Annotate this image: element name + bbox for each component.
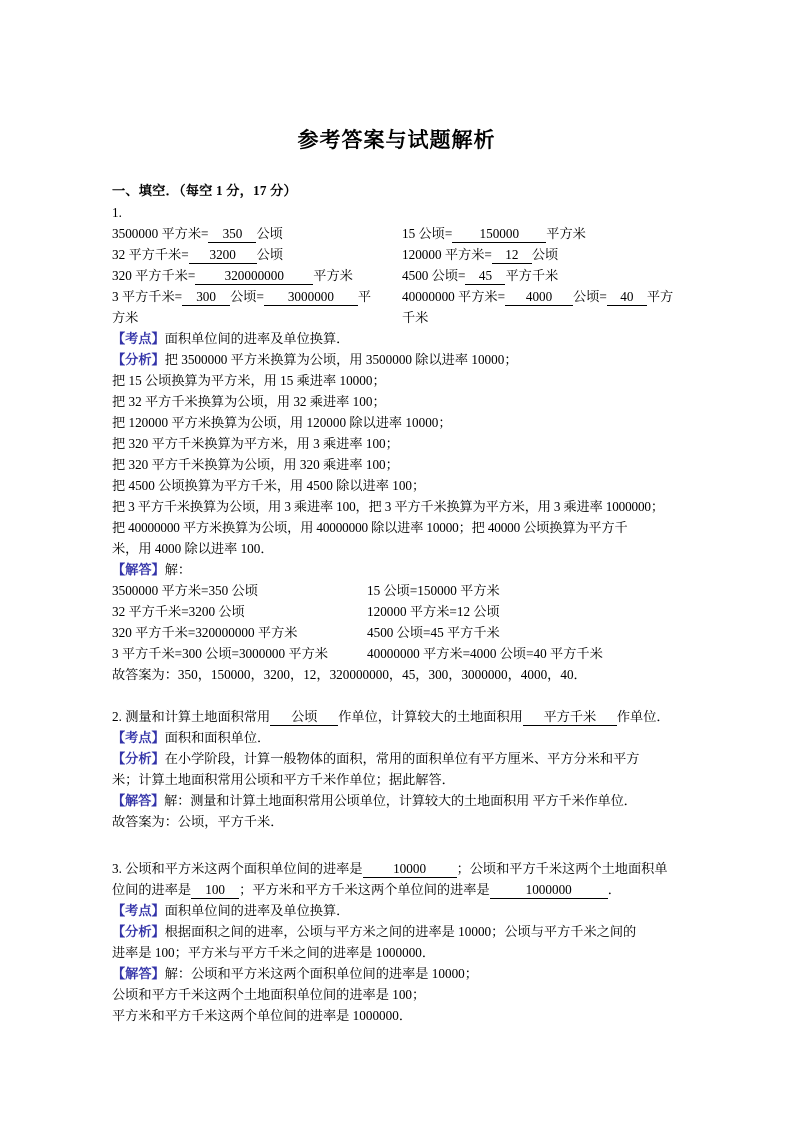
conversion-row (112, 286, 690, 307)
fenxi-line: 把 32 平方千米换算为公顷，用 32 乘进率 100； (112, 394, 386, 409)
conversion-pre: 320 平方千米= (112, 268, 196, 283)
answer-blank[interactable]: 45 (465, 267, 505, 285)
conversion-post: 平方 (646, 289, 674, 304)
jieda-right: 40000000 平方米=4000 公顷=40 平方千米 (367, 646, 603, 661)
jieda-line: 平方米和平方千米这两个单位间的进率是 1000000． (112, 1008, 413, 1023)
conversion-right (402, 223, 690, 244)
stem-mid: ；公顷和平方千米这两个土地面积单 (456, 861, 668, 876)
conversion-pre: 32 平方千米= (112, 247, 189, 262)
question-block-1 (112, 202, 690, 685)
kaodian-line (112, 727, 690, 748)
fenxi-line (112, 748, 690, 769)
conversion-left (112, 265, 402, 286)
conversion-right (402, 265, 690, 286)
answer-blank[interactable]: 350 (208, 225, 256, 243)
conversion-left-wrap: 方米 (112, 310, 139, 325)
page-title: 参考答案与试题解析 (297, 129, 496, 152)
fenxi-line: 把 4500 公顷换算为平方千米，用 4500 除以进率 100； (112, 478, 426, 493)
fenxi-label: 【分析】 (112, 352, 165, 367)
kaodian-label: 【考点】 (112, 331, 165, 346)
conversion-row (112, 244, 690, 265)
conversion-post: 公顷 (256, 226, 283, 241)
stem-line2-pre: 位间的进率是 (112, 882, 192, 897)
stem-pre: 测量和计算土地面积常用 (125, 709, 271, 724)
answer-blank[interactable]: 公顷 (270, 708, 338, 726)
fenxi-line (112, 921, 690, 942)
answer-blank[interactable]: 150000 (452, 225, 546, 243)
jieda-text: 解：公顷和平方米这两个面积单位间的进率是 10000； (164, 966, 478, 981)
fenxi-text: 在小学阶段，计算一般物体的面积，常用的面积单位有平方厘米、平方分米和平方 (164, 751, 640, 766)
kaodian-text: 面积单位间的进率及单位换算． (164, 903, 350, 918)
conversion-left (112, 244, 402, 265)
kaodian-label: 【考点】 (112, 903, 165, 918)
answer-blank[interactable]: 1000000 (490, 881, 608, 899)
jieda-line: 公顷和平方千米这两个土地面积单位间的进率是 100； (112, 987, 426, 1002)
conversion-left (112, 286, 402, 307)
jieda-label: 【解答】 (112, 966, 165, 981)
question-stem-3-cont (112, 879, 690, 900)
jieda-line (112, 559, 690, 580)
conversion-post: 平方米 (313, 268, 353, 283)
kaodian-text: 面积单位间的进率及单位换算． (164, 331, 350, 346)
kaodian-line (112, 328, 690, 349)
conversion-post: 公顷 (531, 247, 559, 262)
final-answer-line: 故答案为：公顷，平方千米． (112, 814, 284, 829)
answer-blank[interactable]: 4000 (505, 288, 573, 306)
jieda-right: 120000 平方米=12 公顷 (367, 604, 500, 619)
jieda-line (112, 790, 690, 811)
conversion-right (402, 286, 690, 307)
fenxi-line (112, 349, 690, 370)
fenxi-label: 【分析】 (112, 751, 165, 766)
fenxi-text: 根据面积之间的进率，公顷与平方米之间的进率是 10000；公顷与平方千米之间的 (164, 924, 637, 939)
section-heading: 一、填空．（每空 1 分，17 分） (112, 183, 297, 198)
stem-mid: 作单位，计算较大的土地面积用 (338, 709, 523, 724)
answer-blank[interactable]: 12 (492, 246, 532, 264)
fenxi-line: 进率是 100；平方米与平方千米之间的进率是 1000000． (112, 945, 436, 960)
jieda-label: 【解答】 (112, 793, 165, 808)
question-stem-2 (112, 706, 690, 727)
fenxi-line: 米，用 4000 除以进率 100． (112, 541, 274, 556)
question-number-1: 1. (112, 205, 122, 220)
conversion-mid: 公顷= (573, 289, 607, 304)
answer-blank[interactable]: 3000000 (264, 288, 358, 306)
jieda-row (112, 601, 690, 622)
conversion-pre: 3500000 平方米= (112, 226, 209, 241)
conversion-post: 平方米 (546, 226, 586, 241)
fenxi-text: 把 3500000 平方米换算为公顷，用 3500000 除以进率 10000； (164, 352, 518, 367)
question-block-3 (112, 858, 690, 1026)
conversion-pre: 15 公顷= (402, 226, 453, 241)
fenxi-line: 把 320 平方千米换算为公顷，用 320 乘进率 100； (112, 457, 399, 472)
jieda-row (112, 643, 690, 664)
conversion-post: 平 (357, 289, 372, 304)
conversion-left (112, 223, 402, 244)
spacer (112, 685, 690, 706)
conversion-pre: 4500 公顷= (402, 268, 466, 283)
jieda-row (112, 580, 690, 601)
kaodian-label: 【考点】 (112, 730, 165, 745)
conversion-right-wrap: 千米 (402, 310, 429, 325)
question-block-2 (112, 706, 690, 832)
conversion-pre: 120000 平方米= (402, 247, 492, 262)
conversion-post: 公顷 (256, 247, 284, 262)
jieda-left: 3500000 平方米=350 公顷 (112, 583, 258, 598)
jieda-row (112, 622, 690, 643)
jieda-left: 320 平方千米=320000000 平方米 (112, 625, 298, 640)
fenxi-line: 把 320 平方千米换算为平方米，用 3 乘进率 100； (112, 436, 399, 451)
question-stem-3 (112, 858, 690, 879)
fenxi-line: 把 15 公顷换算为平方米，用 15 乘进率 10000； (112, 373, 386, 388)
conversion-row (112, 265, 690, 286)
answer-blank[interactable]: 10000 (363, 860, 457, 878)
answer-blank[interactable]: 40 (607, 288, 647, 306)
conversion-post: 平方千米 (505, 268, 559, 283)
answer-blank[interactable]: 100 (191, 881, 239, 899)
answer-blank[interactable]: 300 (182, 288, 230, 306)
jieda-line (112, 963, 690, 984)
jieda-left: 32 平方千米=3200 公顷 (112, 604, 245, 619)
stem-post: 作单位． (616, 709, 670, 724)
question-number-2: 2. (112, 709, 122, 724)
answer-blank[interactable]: 320000000 (195, 267, 313, 285)
jieda-label: 【解答】 (112, 562, 165, 577)
kaodian-line (112, 900, 690, 921)
jieda-right: 4500 公顷=45 平方千米 (367, 625, 500, 640)
conversion-pre: 40000000 平方米= (402, 289, 506, 304)
answer-blank[interactable]: 平方千米 (523, 708, 617, 726)
conversion-row-wrap (112, 307, 690, 328)
conversion-right (402, 244, 690, 265)
jie-text: 解： (164, 562, 192, 577)
stem-pre: 公顷和平方米这两个面积单位间的进率是 (125, 861, 363, 876)
fenxi-line: 把 40000000 平方米换算为公顷，用 40000000 除以进率 10000；把 40000 公顷换算为平方千 (112, 520, 628, 535)
document-body (112, 180, 690, 1026)
kaodian-text: 面积和面积单位． (164, 730, 271, 745)
fenxi-line: 把 3 平方千米换算为公顷，用 3 乘进率 100，把 3 平方千米换算为平方米，用 3 乘进率 1000000； (112, 499, 664, 514)
spacer (112, 832, 690, 858)
jieda-left: 3 平方千米=300 公顷=3000000 平方米 (112, 646, 328, 661)
conversion-pre: 3 平方千米= (112, 289, 183, 304)
conversion-mid: 公顷= (230, 289, 264, 304)
fenxi-line: 把 120000 平方米换算为公顷，用 120000 除以进率 10000； (112, 415, 452, 430)
stem-post: ． (607, 882, 621, 897)
fenxi-line: 米；计算土地面积常用公顷和平方千米作单位；据此解答． (112, 772, 455, 787)
final-answer-line: 故答案为：350，150000，3200，12，320000000，45，300，3000000，4000，40． (112, 667, 587, 682)
question-number-3: 3. (112, 861, 122, 876)
jieda-text: 解：测量和计算土地面积常用公顷单位，计算较大的土地面积用 平方千米作单位． (164, 793, 637, 808)
jieda-right: 15 公顷=150000 平方米 (367, 583, 500, 598)
stem-line2-mid: ；平方米和平方千米这两个单位间的进率是 (239, 882, 490, 897)
fenxi-label: 【分析】 (112, 924, 165, 939)
answer-blank[interactable]: 3200 (189, 246, 257, 264)
conversion-row (112, 223, 690, 244)
